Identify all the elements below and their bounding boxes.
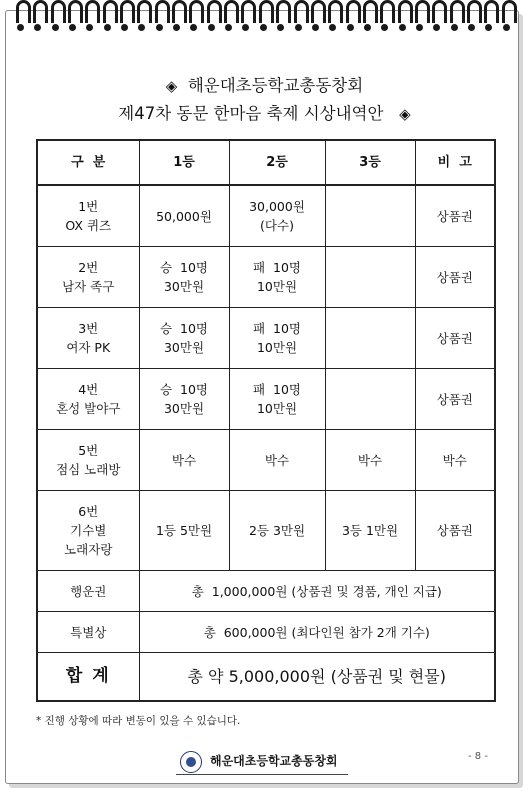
cell-line: 승 10명 [159, 321, 208, 336]
cell-line: 10만원 [256, 279, 298, 294]
cell-line: 점심 노래방 [56, 462, 121, 477]
cell-line: 상품권 [436, 330, 473, 346]
cell-line: 10만원 [256, 340, 298, 355]
cell-line: 30만원 [163, 279, 205, 294]
cell-line: 노래자랑 [64, 542, 113, 557]
binding-ring [413, 0, 427, 32]
category-cell [37, 308, 139, 369]
award-table-body [37, 185, 495, 571]
cell-line: 3번 [78, 321, 99, 336]
cell-line: 30,000원 [249, 199, 305, 214]
second-prize-cell [229, 308, 325, 369]
binding-ring [170, 0, 184, 32]
header-remarks: 비 고 [415, 140, 495, 185]
third-prize-cell [325, 247, 415, 308]
first-prize-cell [139, 491, 229, 571]
special-award-label: 특별상 [37, 612, 139, 653]
total-text: 총 약 5,000,000원 (상품권 및 현물) [139, 653, 495, 702]
cell-line: 박수 [357, 452, 383, 468]
binding-ring [257, 0, 271, 32]
second-prize-cell [229, 491, 325, 571]
binding-ring [396, 0, 410, 32]
binding-ring [187, 0, 201, 32]
binding-ring [239, 0, 253, 32]
special-award-row [37, 612, 495, 653]
cell-line: 패 10명 [252, 321, 301, 336]
first-prize-cell [139, 247, 229, 308]
header-category: 구 분 [37, 140, 139, 185]
cell-line: 남자 족구 [62, 279, 115, 294]
title-line-1 [0, 72, 529, 100]
remarks-cell [415, 185, 495, 247]
cell-line: 5번 [78, 443, 99, 458]
first-prize-cell [139, 369, 229, 430]
first-prize-cell [139, 308, 229, 369]
third-prize-cell [325, 491, 415, 571]
cell-line: 6번 [78, 504, 99, 519]
third-prize-cell [325, 430, 415, 491]
category-cell [37, 247, 139, 308]
cell-line: 박수 [442, 452, 467, 468]
page-number: - 8 - [468, 751, 488, 762]
binding-ring [135, 0, 149, 32]
special-award-text: 총 600,000원 (최다인원 참가 2개 기수) [139, 612, 495, 653]
footer-org-name: 해운대초등학교총동창회 [210, 754, 338, 768]
footer-underline [176, 774, 348, 775]
cell-line: 30만원 [163, 340, 205, 355]
first-prize-cell [139, 185, 229, 247]
binding-ring [153, 0, 167, 32]
award-table [36, 139, 496, 702]
binding-ring [309, 0, 323, 32]
binding-ring [344, 0, 358, 32]
binding-ring [448, 0, 462, 32]
header-second-prize: 2등 [229, 140, 325, 185]
cell-line: (다수) [260, 218, 294, 233]
binding-ring [500, 0, 514, 32]
third-prize-cell [325, 369, 415, 430]
cell-line: OX 퀴즈 [65, 218, 112, 233]
third-prize-cell [325, 185, 415, 247]
second-prize-cell [229, 430, 325, 491]
second-prize-cell [229, 369, 325, 430]
binding-ring [292, 0, 306, 32]
cell-line: 승 10명 [159, 382, 208, 397]
title-line-2 [0, 100, 529, 128]
diamond-bullet-icon: ◈ [165, 77, 178, 95]
binding-ring [83, 0, 97, 32]
cell-line: 혼성 발야구 [56, 401, 121, 416]
category-cell [37, 369, 139, 430]
cell-line: 패 10명 [252, 260, 301, 275]
table-row [37, 369, 495, 430]
binding-ring [430, 0, 444, 32]
category-cell [37, 185, 139, 247]
document-title [0, 72, 529, 128]
cell-line: 4번 [78, 382, 99, 397]
binding-ring [118, 0, 132, 32]
total-label: 합 계 [37, 653, 139, 702]
binding-ring [14, 0, 28, 32]
remarks-cell [415, 247, 495, 308]
diamond-bullet-icon: ◈ [399, 105, 411, 123]
category-cell [37, 491, 139, 571]
table-row [37, 491, 495, 571]
cell-line: 패 10명 [252, 382, 301, 397]
table-row [37, 430, 495, 491]
cell-line: 1등 5만원 [155, 523, 213, 538]
footer [176, 747, 348, 777]
binding-ring [465, 0, 479, 32]
association-name: 해운대초등학교총동창회 [187, 76, 364, 95]
cell-line: 승 10명 [159, 260, 208, 275]
cell-line: 1번 [78, 199, 99, 214]
remarks-cell [415, 430, 495, 491]
header-first-prize: 1등 [139, 140, 229, 185]
remarks-cell [415, 308, 495, 369]
cell-line: 박수 [171, 452, 197, 468]
footnote: * 진행 상황에 따라 변동이 있을 수 있습니다. [36, 715, 241, 727]
lucky-draw-label: 행운권 [37, 571, 139, 612]
third-prize-cell [325, 308, 415, 369]
cell-line: 기수별 [70, 523, 107, 538]
binding-ring [361, 0, 375, 32]
cell-line: 2번 [78, 260, 99, 275]
cell-line: 상품권 [436, 208, 473, 224]
table-row [37, 247, 495, 308]
cell-line: 상품권 [436, 269, 473, 285]
school-emblem-icon [180, 751, 202, 773]
cell-line: 50,000원 [156, 208, 212, 224]
event-award-title: 제47차 동문 한마음 축제 시상내역안 [118, 104, 384, 123]
second-prize-cell [229, 185, 325, 247]
cell-line: 10만원 [256, 401, 298, 416]
binding-ring [49, 0, 63, 32]
header-third-prize: 3등 [325, 140, 415, 185]
binding-ring [378, 0, 392, 32]
cell-line: 상품권 [436, 391, 473, 407]
second-prize-cell [229, 247, 325, 308]
binding-ring [31, 0, 45, 32]
spiral-binding [14, 0, 514, 36]
remarks-cell [415, 369, 495, 430]
cell-line: 30만원 [163, 401, 205, 416]
cell-line: 박수 [264, 452, 290, 468]
cell-line: 2등 3만원 [248, 523, 306, 538]
binding-ring [101, 0, 115, 32]
binding-ring [274, 0, 288, 32]
remarks-cell [415, 491, 495, 571]
total-row [37, 653, 495, 702]
lucky-draw-text: 총 1,000,000원 (상품권 및 경품, 개인 지급) [139, 571, 495, 612]
binding-ring [66, 0, 80, 32]
table-row [37, 308, 495, 369]
binding-ring [326, 0, 340, 32]
cell-line: 3등 1만원 [341, 523, 399, 538]
table-header-row [37, 140, 495, 185]
first-prize-cell [139, 430, 229, 491]
binding-ring [205, 0, 219, 32]
lucky-draw-row [37, 571, 495, 612]
binding-ring [222, 0, 236, 32]
binding-ring [482, 0, 496, 32]
table-row [37, 185, 495, 247]
cell-line: 여자 PK [66, 340, 111, 355]
cell-line: 상품권 [436, 523, 473, 538]
category-cell [37, 430, 139, 491]
